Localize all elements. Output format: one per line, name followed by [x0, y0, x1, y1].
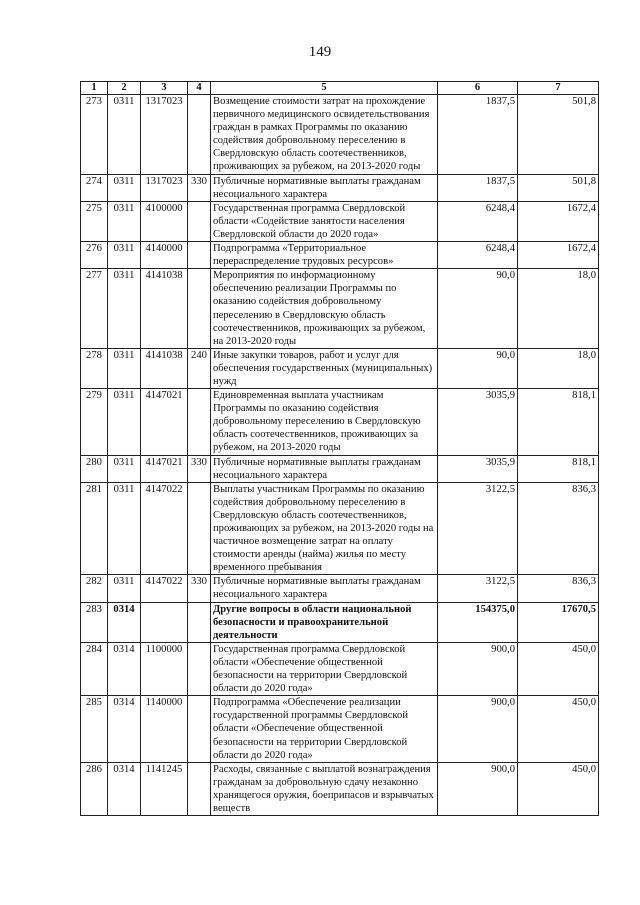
amount-col6-cell: 900,0	[438, 696, 518, 762]
description-cell: Единовременная выплата участникам Программы по оказанию содействия добровольному переселению в Свердловскую область соотечественников, проживающих за рубежом, на 2013-2020 годы	[211, 389, 438, 455]
description-cell: Иные закупки товаров, работ и услуг для обеспечения государственных (муниципальных) нужд	[211, 348, 438, 388]
row-number-cell: 285	[81, 696, 108, 762]
column-header: 2	[108, 82, 141, 95]
target-item-code-cell: 4141038	[141, 348, 188, 388]
section-code-cell: 0314	[108, 602, 141, 642]
amount-col6-cell: 3122,5	[438, 575, 518, 602]
section-code-cell: 0314	[108, 642, 141, 695]
amount-col6-cell: 90,0	[438, 348, 518, 388]
row-number-cell: 281	[81, 482, 108, 575]
expense-type-code-cell	[188, 242, 211, 269]
table-row	[81, 269, 599, 349]
section-code-cell: 0311	[108, 575, 141, 602]
row-number-cell: 284	[81, 642, 108, 695]
section-code-cell: 0314	[108, 696, 141, 762]
section-code-cell: 0311	[108, 269, 141, 349]
amount-col7-cell: 818,1	[518, 455, 599, 482]
section-code-cell: 0311	[108, 242, 141, 269]
table-row	[81, 174, 599, 201]
amount-col7-cell: 1672,4	[518, 201, 599, 241]
expense-type-code-cell	[188, 269, 211, 349]
description-cell: Государственная программа Свердловской области «Содействие занятости населения Свердловской области до 2020 года»	[211, 201, 438, 241]
budget-table	[80, 81, 599, 816]
amount-col7-cell: 818,1	[518, 389, 599, 455]
description-cell: Публичные нормативные выплаты гражданам несоциального характера	[211, 575, 438, 602]
table-row	[81, 389, 599, 455]
row-number-cell: 279	[81, 389, 108, 455]
amount-col6-cell: 1837,5	[438, 174, 518, 201]
target-item-code-cell: 4141038	[141, 269, 188, 349]
amount-col7-cell: 450,0	[518, 642, 599, 695]
amount-col7-cell: 501,8	[518, 174, 599, 201]
expense-type-code-cell	[188, 389, 211, 455]
column-header: 5	[211, 82, 438, 95]
description-cell: Расходы, связанные с выплатой вознаграждения гражданам за добровольную сдачу незаконно хранящегося оружия, боеприпасов и взрывчатых веществ	[211, 762, 438, 815]
expense-type-code-cell	[188, 696, 211, 762]
expense-type-code-cell	[188, 95, 211, 175]
section-code-cell: 0311	[108, 389, 141, 455]
amount-col6-cell: 6248,4	[438, 201, 518, 241]
row-number-cell: 276	[81, 242, 108, 269]
column-header: 4	[188, 82, 211, 95]
description-cell: Государственная программа Свердловской области «Обеспечение общественной безопасности на территории Свердловской области до 2020 года»	[211, 642, 438, 695]
table-row	[81, 348, 599, 388]
section-code-cell: 0314	[108, 762, 141, 815]
description-cell: Подпрограмма «Обеспечение реализации государственной программы Свердловской области «Обеспечение общественной безопасности на территории Свердловской области до 2020 года»	[211, 696, 438, 762]
row-number-cell: 286	[81, 762, 108, 815]
table-row	[81, 762, 599, 815]
section-code-cell: 0311	[108, 455, 141, 482]
column-header: 6	[438, 82, 518, 95]
amount-col7-cell: 450,0	[518, 696, 599, 762]
amount-col6-cell: 3035,9	[438, 389, 518, 455]
expense-type-code-cell	[188, 762, 211, 815]
amount-col6-cell: 1837,5	[438, 95, 518, 175]
expense-type-code-cell	[188, 201, 211, 241]
amount-col6-cell: 154375,0	[438, 602, 518, 642]
expense-type-code-cell: 330	[188, 575, 211, 602]
row-number-cell: 274	[81, 174, 108, 201]
amount-col7-cell: 450,0	[518, 762, 599, 815]
target-item-code-cell: 4140000	[141, 242, 188, 269]
column-header: 3	[141, 82, 188, 95]
target-item-code-cell: 1141245	[141, 762, 188, 815]
section-code-cell: 0311	[108, 174, 141, 201]
amount-col7-cell: 1672,4	[518, 242, 599, 269]
row-number-cell: 278	[81, 348, 108, 388]
table-row	[81, 482, 599, 575]
table-body	[81, 95, 599, 816]
amount-col7-cell: 836,3	[518, 482, 599, 575]
table-row	[81, 696, 599, 762]
target-item-code-cell: 1140000	[141, 696, 188, 762]
expense-type-code-cell	[188, 482, 211, 575]
amount-col6-cell: 900,0	[438, 762, 518, 815]
table-row	[81, 642, 599, 695]
target-item-code-cell: 4147022	[141, 482, 188, 575]
amount-col6-cell: 3122,5	[438, 482, 518, 575]
section-code-cell: 0311	[108, 348, 141, 388]
amount-col6-cell: 90,0	[438, 269, 518, 349]
section-code-cell: 0311	[108, 95, 141, 175]
target-item-code-cell: 4147021	[141, 389, 188, 455]
column-header: 7	[518, 82, 599, 95]
amount-col6-cell: 6248,4	[438, 242, 518, 269]
amount-col7-cell: 17670,5	[518, 602, 599, 642]
target-item-code-cell: 4100000	[141, 201, 188, 241]
row-number-cell: 280	[81, 455, 108, 482]
table-row	[81, 95, 599, 175]
target-item-code-cell: 1317023	[141, 95, 188, 175]
table-row	[81, 602, 599, 642]
row-number-cell: 275	[81, 201, 108, 241]
expense-type-code-cell	[188, 642, 211, 695]
description-cell: Публичные нормативные выплаты гражданам несоциального характера	[211, 174, 438, 201]
table-row	[81, 455, 599, 482]
target-item-code-cell: 1317023	[141, 174, 188, 201]
table-row	[81, 201, 599, 241]
amount-col7-cell: 836,3	[518, 575, 599, 602]
description-cell: Подпрограмма «Территориальное перераспределение трудовых ресурсов»	[211, 242, 438, 269]
target-item-code-cell	[141, 602, 188, 642]
description-cell: Выплаты участникам Программы по оказанию содействия добровольному переселению в Свердловскую область соотечественников, проживающих за рубежом, на 2013-2020 годы на частичное возмещение затрат на оплату стоимости аренды (найма) жилья по месту временного пребывания	[211, 482, 438, 575]
expense-type-code-cell	[188, 602, 211, 642]
description-cell: Мероприятия по информационному обеспечению реализации Программы по оказанию содействия добровольному переселению в Свердловскую область соотечественников, проживающих за рубежом, на 2013-2020 годы	[211, 269, 438, 349]
row-number-cell: 277	[81, 269, 108, 349]
amount-col6-cell: 900,0	[438, 642, 518, 695]
amount-col7-cell: 501,8	[518, 95, 599, 175]
description-cell: Возмещение стоимости затрат на прохождение первичного медицинского освидетельствования граждан в рамках Программы по оказанию содействия добровольному переселению в Свердловскую область соотечественников, проживающих за рубежом, на 2013-2020 годы	[211, 95, 438, 175]
target-item-code-cell: 1100000	[141, 642, 188, 695]
column-header: 1	[81, 82, 108, 95]
table-header	[81, 82, 599, 95]
amount-col7-cell: 18,0	[518, 269, 599, 349]
section-code-cell: 0311	[108, 482, 141, 575]
row-number-cell: 282	[81, 575, 108, 602]
target-item-code-cell: 4147021	[141, 455, 188, 482]
header-row	[81, 82, 599, 95]
page-number: 149	[308, 44, 332, 60]
table-row	[81, 575, 599, 602]
expense-type-code-cell: 330	[188, 174, 211, 201]
row-number-cell: 273	[81, 95, 108, 175]
description-cell: Публичные нормативные выплаты гражданам несоциального характера	[211, 455, 438, 482]
section-code-cell: 0311	[108, 201, 141, 241]
target-item-code-cell: 4147022	[141, 575, 188, 602]
expense-type-code-cell: 330	[188, 455, 211, 482]
expense-type-code-cell: 240	[188, 348, 211, 388]
amount-col7-cell: 18,0	[518, 348, 599, 388]
amount-col6-cell: 3035,9	[438, 455, 518, 482]
table-row	[81, 242, 599, 269]
row-number-cell: 283	[81, 602, 108, 642]
description-cell: Другие вопросы в области национальной безопасности и правоохранительной деятельности	[211, 602, 438, 642]
